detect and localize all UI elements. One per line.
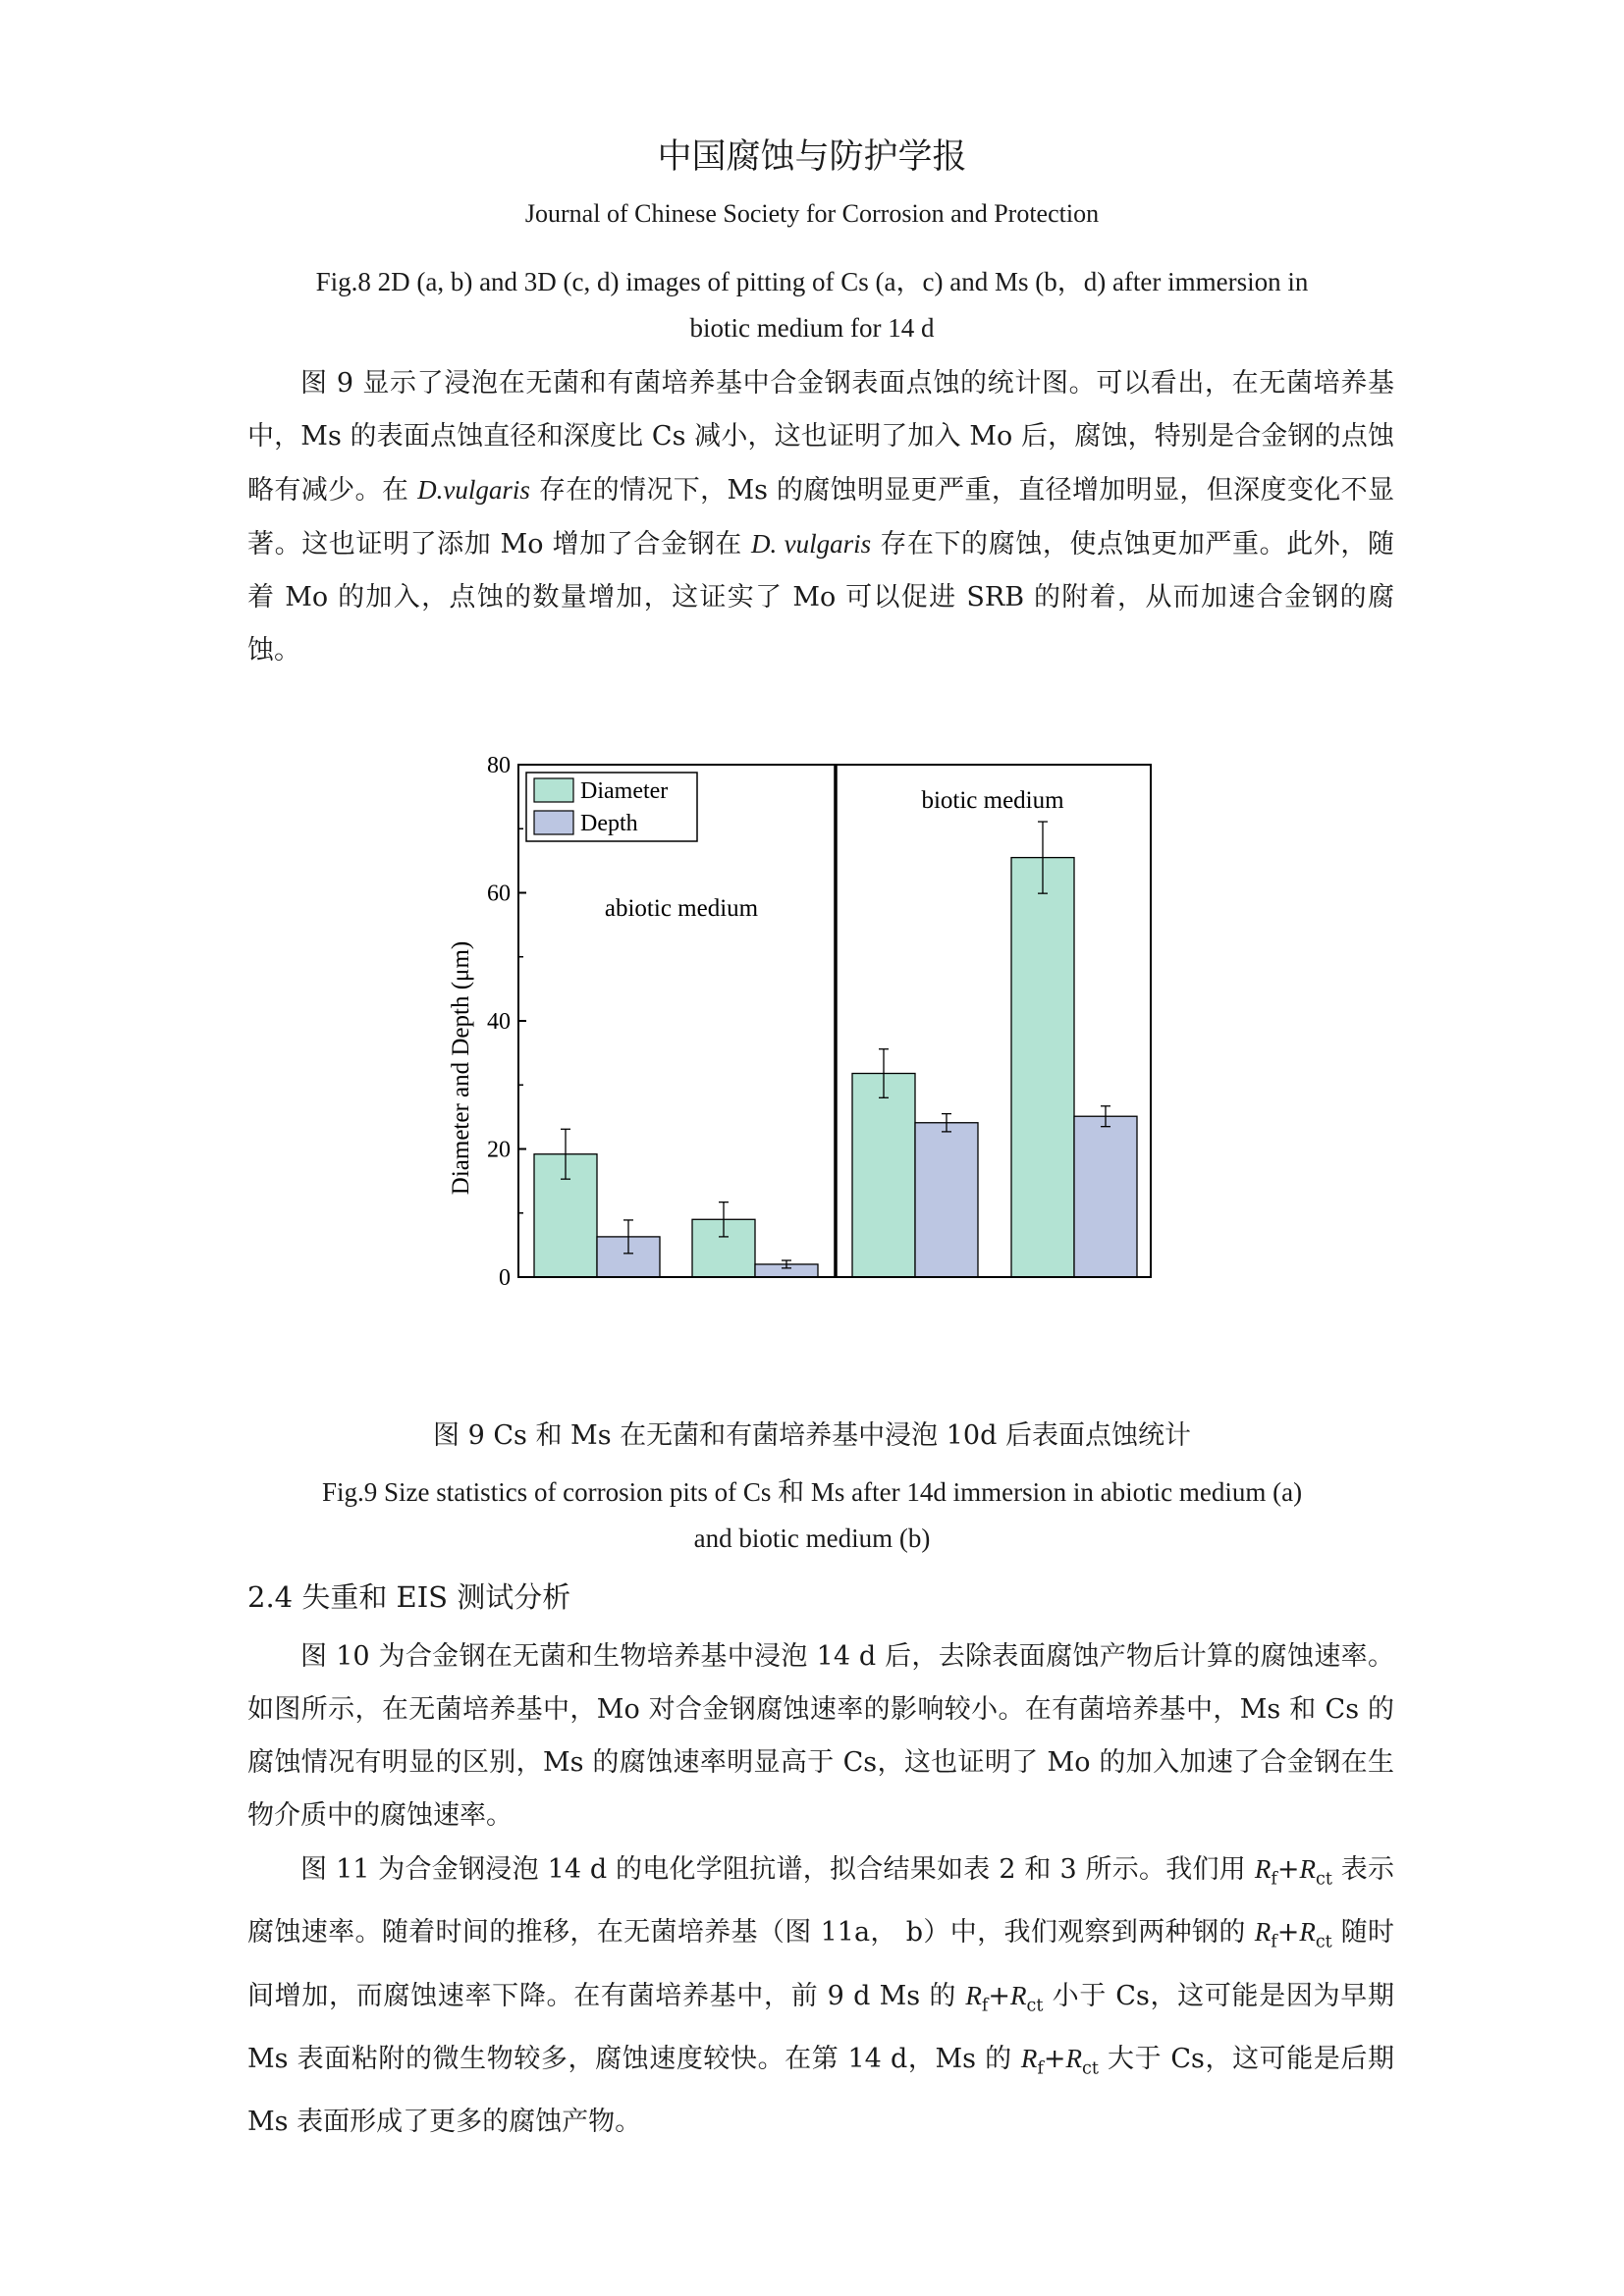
rf-subscript: f — [1037, 2058, 1044, 2079]
journal-title-en: Journal of Chinese Society for Corrosion and Protection — [524, 199, 1100, 228]
fig9-caption-en-line2: and biotic medium (b) — [693, 1523, 931, 1553]
paragraph-text: 存在下的腐蚀，使点蚀更加严重。此外，随着 Mo 的加入，点蚀的数量增加，这证实了 Mo 可以促进 SRB 的附着，从而加速合金钢的腐蚀。 — [247, 529, 1395, 666]
y-tick-label: 20 — [487, 1137, 511, 1163]
y-axis-label: Diameter and Depth (μm) — [448, 940, 474, 1196]
rct-symbol: R — [1299, 1917, 1316, 1948]
annotation-biotic: biotic medium — [921, 787, 1064, 814]
bar-depth-4 — [1074, 1116, 1137, 1277]
bar-diameter-3 — [852, 1074, 915, 1277]
legend-swatch-diameter — [534, 778, 573, 802]
plus-sign: + — [1276, 1917, 1300, 1949]
rct-subscript: ct — [1026, 1996, 1044, 2016]
rf-subscript: f — [1271, 1932, 1277, 1952]
legend-label-diameter: Diameter — [580, 778, 669, 804]
y-tick-label: 60 — [487, 881, 511, 907]
paragraph-fig9-discussion — [247, 357, 1394, 677]
plus-sign: + — [988, 1980, 1011, 2011]
paragraph-text: 表示腐蚀速率。随着时间的推移，在无菌培养基（图 11a， b）中，我们观察到两种钢的 — [247, 1854, 1394, 1949]
y-axis — [487, 753, 526, 1291]
y-tick-label: 0 — [499, 1265, 511, 1291]
bar-diameter-4 — [1011, 858, 1074, 1277]
legend-swatch-depth — [534, 811, 573, 834]
plus-sign: + — [1276, 1854, 1300, 1885]
rf-symbol: R — [1254, 1854, 1272, 1884]
rct-subscript: ct — [1315, 1932, 1332, 1952]
paragraph-weight-loss: 图 10 为合金钢在无菌和生物培养基中浸泡 14 d 后，去除表面腐蚀产物后计算的腐蚀速率。如图所示，在无菌培养基中，Mo 对合金钢腐蚀速率的影响较小。在有菌培养基中，Ms 和 Cs 的腐蚀情况有明显的区别，Ms 的腐蚀速率明显高于 Cs，这也证明了 Mo 的加入加速了合金钢在生物介质中的腐蚀速率。 — [247, 1641, 1394, 1831]
fig9-caption-cn: 图 9 Cs 和 Ms 在无菌和有菌培养基中浸泡 10d 后表面点蚀统计 — [433, 1420, 1191, 1451]
rf-symbol: R — [1254, 1917, 1272, 1948]
rct-subscript: ct — [1316, 1869, 1332, 1890]
paragraph-eis — [247, 1842, 1394, 2149]
bar-depth-3 — [915, 1123, 978, 1277]
paragraph-text: 图 11 为合金钢浸泡 14 d 的电化学阻抗谱，拟合结果如表 2 和 3 所示。我们用 — [300, 1854, 1255, 1885]
rct-symbol: R — [1010, 1980, 1027, 2010]
rct-subscript: ct — [1082, 2058, 1099, 2079]
paragraph-text: 存在的情况下，Ms 的腐蚀明显更严重，直径增加明显，但深度变化不显著。这也证明了添加 Mo 增加了合金钢在 — [247, 475, 1394, 560]
journal-title-cn: 中国腐蚀与防护学报 — [657, 137, 967, 177]
paragraph-text: 大于 Cs，这可能是后期 Ms 表面形成了更多的腐蚀产物。 — [247, 2044, 1394, 2137]
paragraph-text: 图 9 显示了浸泡在无菌和有菌培养基中合金钢表面点蚀的统计图。可以看出，在无菌培养基中，Ms 的表面点蚀直径和深度比 Cs 减小，这也证明了加入 Mo 后，腐蚀，特别是合金钢的点蚀略有减少。在 — [247, 368, 1394, 506]
species-name: D. vulgaris — [750, 529, 872, 559]
section-heading: 2.4 失重和 EIS 测试分析 — [247, 1580, 571, 1614]
rf-symbol: R — [965, 1980, 982, 2010]
plus-sign: + — [1043, 2044, 1066, 2075]
y-tick-label: 80 — [487, 753, 511, 778]
rct-symbol: R — [1065, 2044, 1083, 2074]
rct-symbol: R — [1299, 1854, 1317, 1884]
rf-subscript: f — [1271, 1869, 1277, 1890]
fig9-bar-chart — [432, 751, 1178, 1301]
fig9-caption-en-line1: Fig.9 Size statistics of corrosion pits of Cs 和 Ms after 14d immersion in abiotic medium (a) — [321, 1477, 1303, 1507]
legend — [526, 773, 697, 841]
legend-label-depth: Depth — [580, 811, 638, 836]
annotation-abiotic: abiotic medium — [604, 895, 759, 922]
fig8-caption-line2: biotic medium for 14 d — [689, 313, 935, 343]
paragraph-text: 随时间增加，而腐蚀速率下降。在有菌培养基中，前 9 d Ms 的 — [247, 1917, 1394, 2011]
rf-subscript: f — [981, 1996, 989, 2016]
rf-symbol: R — [1020, 2044, 1038, 2074]
y-tick-label: 40 — [487, 1009, 511, 1035]
fig8-caption-line1: Fig.8 2D (a, b) and 3D (c, d) images of pitting of Cs (a，c) and Ms (b，d) after immersion in — [315, 267, 1309, 296]
paragraph-text: 小于 Cs，这可能是因为早期 Ms 表面粘附的微生物较多，腐蚀速度较快。在第 14 d，Ms 的 — [247, 1980, 1394, 2075]
species-name: D.vulgaris — [417, 475, 530, 505]
